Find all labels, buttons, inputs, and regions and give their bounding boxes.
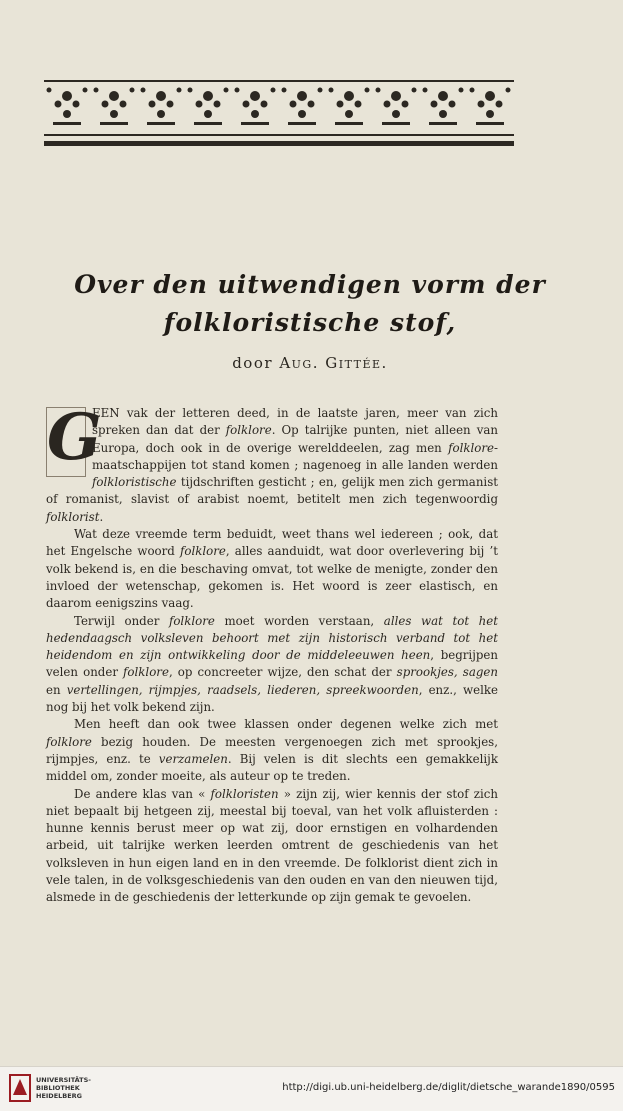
paragraph-2: Wat deze vreemde term beduidt, weet thans wel iedereen ; ook, dat het Engelsche woord folklore, alles aanduidt, wat door overlevering bij ’t volk bekend is, en die beschaving omvat, tot welke de menigte, zonder den invloed der wetenschap, gekomen is. Het woord is zeer elastisch, en daarom eenigszins vaag. (46, 527, 498, 611)
decorative-rule (44, 141, 514, 146)
library-name-line-2: BIBLIOTHEK (36, 1084, 80, 1092)
paragraph-1 (46, 400, 498, 526)
article-title-line-2: folkloristische stof, (163, 308, 457, 337)
permalink-url[interactable]: http://digi.ub.uni-heidelberg.de/diglit/dietsche_warande1890/0595 (282, 1082, 615, 1093)
floral-ornament-icon (44, 78, 514, 138)
article-body (46, 400, 498, 907)
author-line (60, 354, 560, 372)
library-name-line-1: UNIVERSITÄTS- (36, 1076, 91, 1084)
paragraph-5: De andere klas van « folkloristen » zijn zij, wier kennis der stof zich niet bepaalt bij hetgeen zij, meestal bij toeval, van het volk afluisterden : hunne kennis berust meer op wat zij, door ernstigen en volhardenden arbeid, uit talrijke werken leerden omtrent de geschiedenis van het volksleven in hun eigen land en in den vreemde. De folklorist dient zich in vele talen, in de volksgeschiedenis van den ouden en van den nieuwen tijd, alsmede in de geschiedenis der letterkunde op zijn gemak te gevoelen. (46, 786, 498, 905)
paragraph-4: Men heeft dan ook twee klassen onder degenen welke zich met folklore bezig houden. De meesten vergenoegen zich met sprookjes, rijmpjes, enz. te verzamelen. Bij velen is dit slechts een gemakkelijk middel om, zonder moeite, als auteur op te treden. (46, 717, 498, 784)
drop-cap: G (47, 400, 102, 475)
university-library-logo-icon[interactable] (8, 1073, 32, 1103)
article-title-line-1: Over den uitwendigen vorm der (74, 270, 546, 299)
paragraph-1-text: EEN vak der letteren deed, in de laatste jaren, meer van zich spreken dan dat der folklore. Op talrijke punten, niet alleen van Europa, doch ook in de overige werelddeelen, zag men folklore-maatschappijen tot stand komen ; nagenoeg in alle landen werden folkloristische tijdschriften gesticht ; en, gelijk men zich germanist of romanist, slavist of arabist noemt, betitelt men zich tegenwoordig folklorist. (46, 406, 498, 524)
library-name-line-3: HEIDELBERG (36, 1092, 83, 1100)
paragraph-3: Terwijl onder folklore moet worden verstaan, alles wat tot het hedendaagsch volksleven behoort met zijn historisch verband tot het heidendom en zijn ontwikkeling door de middeleeuwen heen, begrijpen velen onder folklore, op concreeter wijze, den schat der sprookjes, sagen en vertellingen, rijmpjes, raadsels, liederen, spreekwoorden, enz., welke nog bij het volk bekend zijn. (46, 613, 498, 715)
viewer-footer (0, 1066, 623, 1111)
library-name (36, 1076, 91, 1100)
author-prefix: door (232, 354, 274, 372)
author-name: Aug. Gittée. (279, 354, 388, 372)
